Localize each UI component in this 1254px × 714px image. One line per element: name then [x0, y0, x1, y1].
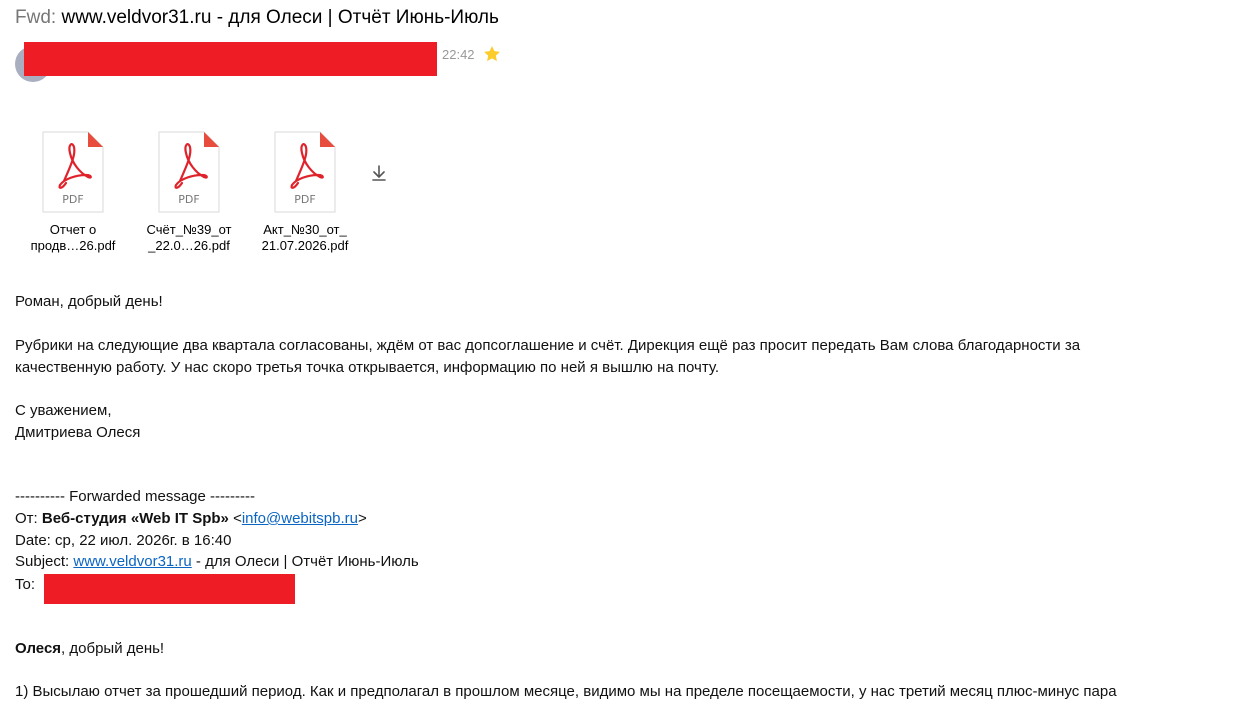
forwarded-to: To:: [15, 576, 36, 593]
inner-item-line: 1) Высылаю отчет за прошедший период. Как и предполагал в прошлом месяце, видимо мы на пределе посещаемости, у нас третий месяц плюс-минус пара: [15, 683, 1117, 700]
svg-text:PDF: PDF: [178, 193, 200, 206]
from-email-link[interactable]: info@webitspb.ru: [241, 510, 358, 527]
pdf-icon: [42, 131, 104, 213]
inner-greeting: [15, 638, 164, 660]
forwarded-date: Date: ср, 22 июл. 2026г. в 16:40: [15, 532, 232, 549]
svg-text:PDF: PDF: [62, 193, 84, 206]
to-redacted-block: [44, 574, 295, 604]
forwarded-separator: ---------- Forwarded message ---------: [15, 488, 255, 505]
pdf-icon: [158, 131, 220, 213]
inner-greeting-rest: , добрый день!: [61, 640, 165, 657]
sender-redacted-block: [24, 42, 437, 76]
from-name: Веб-студия «Web IT Spb»: [41, 510, 229, 527]
message-time: 22:42: [442, 47, 475, 62]
attachment-name-line1: Акт_№30_от_: [263, 222, 347, 237]
attachment-name-line1: Отчет о: [49, 222, 97, 237]
attachment-item[interactable]: [134, 131, 244, 254]
attachment-item[interactable]: [18, 131, 128, 254]
attachment-name-line1: Счёт_№39_от: [146, 222, 232, 237]
signature-name: Дмитриева Олеся: [15, 424, 141, 441]
pdf-icon: [274, 131, 336, 213]
subject-label: Subject:: [15, 553, 70, 570]
svg-text:PDF: PDF: [294, 193, 316, 206]
attachment-name-line2: продв…26.pdf: [30, 238, 116, 253]
subject-prefix: Fwd:: [15, 7, 57, 28]
forwarded-subject: [15, 551, 419, 573]
forwarded-from: От: Веб-студия «Web IT Spb» <info@webitspb.ru>: [15, 510, 367, 527]
inner-greeting-name: Олеся: [15, 640, 62, 657]
attachment-name-line2: _22.0…26.pdf: [148, 238, 230, 253]
message-subject: [15, 7, 499, 29]
attachment-name-line2: 21.07.2026.pdf: [261, 238, 349, 253]
subject-title: www.veldvor31.ru - для Олеси | Отчёт Июнь-Июль: [61, 7, 499, 28]
body-paragraph-line: качественную работу. У нас скоро третья точка открывается, информацию по ней я вышлю на почту.: [15, 359, 720, 376]
from-label: От:: [15, 510, 38, 527]
body-paragraph-line: Рубрики на следующие два квартала согласованы, ждём от вас допсоглашение и счёт. Дирекция ещё раз просит передать Вам слова благодарности за: [15, 337, 1081, 354]
subject-link[interactable]: www.veldvor31.ru: [73, 553, 192, 570]
subject-rest: - для Олеси | Отчёт Июнь-Июль: [191, 553, 419, 570]
signature-line: С уважением,: [15, 402, 112, 419]
download-icon[interactable]: [370, 164, 388, 182]
attachment-item[interactable]: [250, 131, 360, 254]
body-greeting: Роман, добрый день!: [15, 293, 163, 310]
star-icon[interactable]: [482, 44, 502, 64]
